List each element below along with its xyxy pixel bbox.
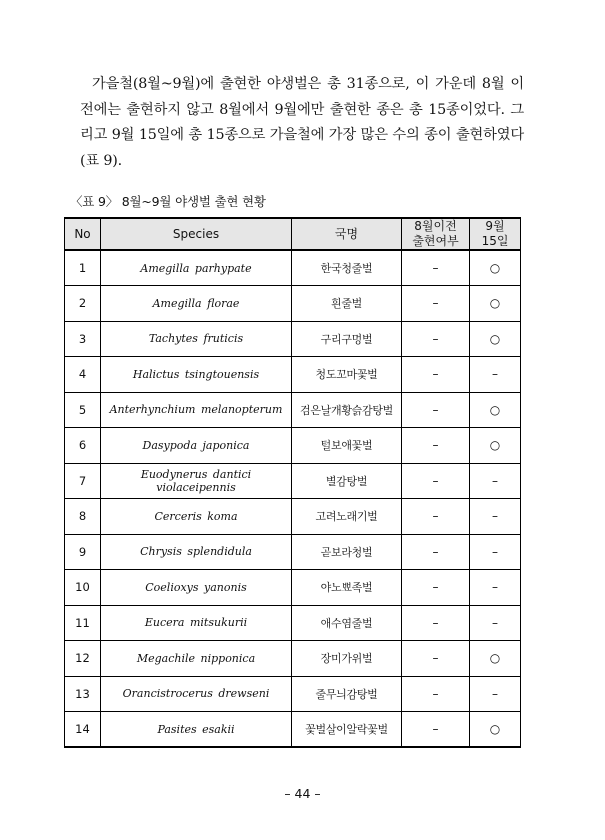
before-august-status: – <box>402 463 470 499</box>
korean-name: 흰줄벌 <box>292 286 402 322</box>
sep-15-status: – <box>470 357 521 393</box>
before-august-status: – <box>402 428 470 464</box>
row-number: 10 <box>65 570 101 606</box>
row-number: 13 <box>65 676 101 712</box>
table-row <box>65 605 521 641</box>
table-row <box>65 641 521 677</box>
sep-15-status: ○ <box>470 641 521 677</box>
sep-15-status: ○ <box>470 250 521 286</box>
header-species: Species <box>101 218 292 250</box>
table-row <box>65 428 521 464</box>
table-caption: 〈표 9〉 8월~9월 야생벌 출현 현황 <box>70 194 266 209</box>
header-no: No <box>65 218 101 250</box>
sep-15-status: – <box>470 570 521 606</box>
species-name: Pasites esakii <box>101 712 292 748</box>
table-row <box>65 392 521 428</box>
table-row <box>65 357 521 393</box>
before-august-status: – <box>402 321 470 357</box>
before-august-status: – <box>402 534 470 570</box>
row-number: 11 <box>65 605 101 641</box>
species-name: Halictus tsingtouensis <box>101 357 292 393</box>
table-row <box>65 570 521 606</box>
before-august-status: – <box>402 712 470 748</box>
table-row <box>65 286 521 322</box>
korean-name: 꽃벌살이알락꽃벌 <box>292 712 402 748</box>
sep-15-status: ○ <box>470 428 521 464</box>
row-number: 5 <box>65 392 101 428</box>
table-row <box>65 463 521 499</box>
table-row <box>65 499 521 535</box>
header-sep-15-line2: 15일 <box>481 234 509 248</box>
before-august-status: – <box>402 499 470 535</box>
table-row <box>65 712 521 748</box>
body-paragraph: 가을철(8월~9월)에 출현한 야생벌은 총 31종으로, 이 가운데 8월 이전에는 출현하지 않고 8월에서 9월에만 출현한 종은 총 15종이었다. 그리고 9월 15일에 총 15종으로 가을철에 가장 많은 수의 종이 출현하였다(표 9). <box>80 76 524 169</box>
korean-name: 야노뾰족벌 <box>292 570 402 606</box>
page-number: – 44 – <box>284 786 321 801</box>
sep-15-status: – <box>470 499 521 535</box>
before-august-status: – <box>402 250 470 286</box>
species-name: Amegilla florae <box>101 286 292 322</box>
header-before-august <box>402 218 470 250</box>
korean-name: 청도꼬마꽃벌 <box>292 357 402 393</box>
sep-15-status: ○ <box>470 321 521 357</box>
table-body <box>65 250 521 747</box>
header-korean-name: 국명 <box>292 218 402 250</box>
table-header-row <box>65 218 521 250</box>
table-row <box>65 534 521 570</box>
row-number: 9 <box>65 534 101 570</box>
korean-name: 검은날개황슭감탕벌 <box>292 392 402 428</box>
korean-name: 장미가위벌 <box>292 641 402 677</box>
korean-name: 곧보라청벌 <box>292 534 402 570</box>
before-august-status: – <box>402 605 470 641</box>
species-name: Anterhynchium melanopterum <box>101 392 292 428</box>
species-table <box>64 217 521 748</box>
before-august-status: – <box>402 676 470 712</box>
sep-15-status: – <box>470 534 521 570</box>
species-name: Chrysis splendidula <box>101 534 292 570</box>
row-number: 6 <box>65 428 101 464</box>
korean-name: 줄무늬감탕벌 <box>292 676 402 712</box>
species-name: Tachytes fruticis <box>101 321 292 357</box>
before-august-status: – <box>402 392 470 428</box>
species-name: Eucera mitsukurii <box>101 605 292 641</box>
header-before-august-line2: 출현여부 <box>412 234 459 248</box>
table-row <box>65 321 521 357</box>
header-before-august-line1: 8월이전 <box>414 219 457 233</box>
korean-name: 애수염줄벌 <box>292 605 402 641</box>
species-name: Euodynerus dantici violaceipennis <box>101 463 292 499</box>
table-row <box>65 250 521 286</box>
korean-name: 구리구멍벌 <box>292 321 402 357</box>
sep-15-status: ○ <box>470 286 521 322</box>
table-row <box>65 676 521 712</box>
species-name: Amegilla parhypate <box>101 250 292 286</box>
header-sep-15-line1: 9월 <box>485 219 505 233</box>
row-number: 3 <box>65 321 101 357</box>
sep-15-status: – <box>470 463 521 499</box>
sep-15-status: ○ <box>470 712 521 748</box>
korean-name: 별감탕벌 <box>292 463 402 499</box>
sep-15-status: – <box>470 676 521 712</box>
before-august-status: – <box>402 286 470 322</box>
row-number: 14 <box>65 712 101 748</box>
before-august-status: – <box>402 570 470 606</box>
row-number: 7 <box>65 463 101 499</box>
row-number: 1 <box>65 250 101 286</box>
korean-name: 고려노래기벌 <box>292 499 402 535</box>
header-sep-15 <box>470 218 521 250</box>
species-name: Dasypoda japonica <box>101 428 292 464</box>
before-august-status: – <box>402 641 470 677</box>
species-name: Coelioxys yanonis <box>101 570 292 606</box>
before-august-status: – <box>402 357 470 393</box>
sep-15-status: – <box>470 605 521 641</box>
korean-name: 털보애꽃벌 <box>292 428 402 464</box>
species-name: Orancistrocerus drewseni <box>101 676 292 712</box>
species-name: Megachile nipponica <box>101 641 292 677</box>
row-number: 2 <box>65 286 101 322</box>
species-name: Cerceris koma <box>101 499 292 535</box>
korean-name: 한국청줄벌 <box>292 250 402 286</box>
sep-15-status: ○ <box>470 392 521 428</box>
row-number: 12 <box>65 641 101 677</box>
row-number: 8 <box>65 499 101 535</box>
row-number: 4 <box>65 357 101 393</box>
